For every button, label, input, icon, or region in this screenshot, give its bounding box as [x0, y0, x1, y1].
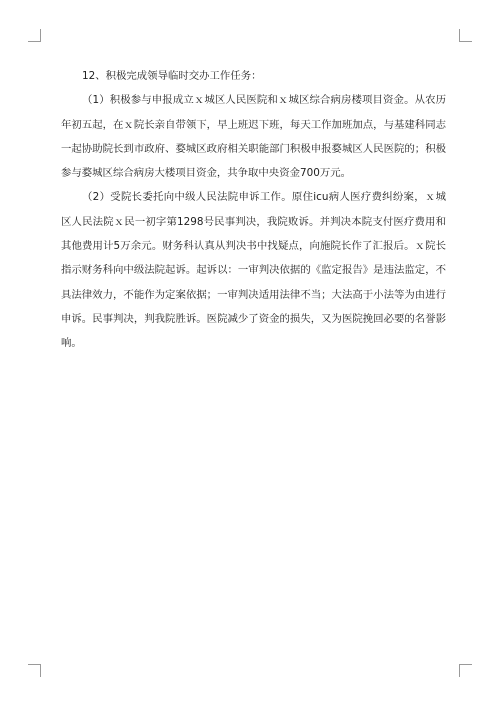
- paragraph-2: （2）受院长委托向中级人民法院申诉工作。原住icu病人医疗费纠纷案，ｘ城区人民法院ｘ民一初字第1298号民事判决，我院败诉。并判决本院支付医疗费用和其他费用计5万余元。财务科认真从判决书中找疑点，向施院长作了汇报后。ｘ院长指示财务科向中级法院起诉。起诉以：一审判决依据的《监定报告》是违法监定，不具法律效力，不能作为定案依据；一审判决适用法律不当；大法高于小法等为由进行申诉。民事判决，判我院胜诉。医院减少了资金的损失，又为医院挽回必要的名誉影响。: [61, 191, 446, 350]
- paragraph-1: （1）积极参与申报成立ｘ城区人民医院和ｘ城区综合病房楼项目资金。从农历年初五起，在ｘ院长亲自带领下，早上班迟下班，每天工作加班加点，与基建科同志一起协助院长到市政府、婺城区政府相关职能部门积极申报婺城区人民医院的；积极参与婺城区综合病房大楼项目资金，共争取中央资金700万元。: [61, 94, 446, 180]
- crop-mark-bottom-left: [28, 664, 41, 677]
- section-heading: 12、积极完成领导临时交办工作任务：: [82, 70, 262, 82]
- document-body: [61, 64, 446, 356]
- crop-mark-bottom-right: [459, 664, 472, 677]
- crop-mark-top-left: [28, 29, 41, 42]
- crop-mark-top-right: [459, 29, 472, 42]
